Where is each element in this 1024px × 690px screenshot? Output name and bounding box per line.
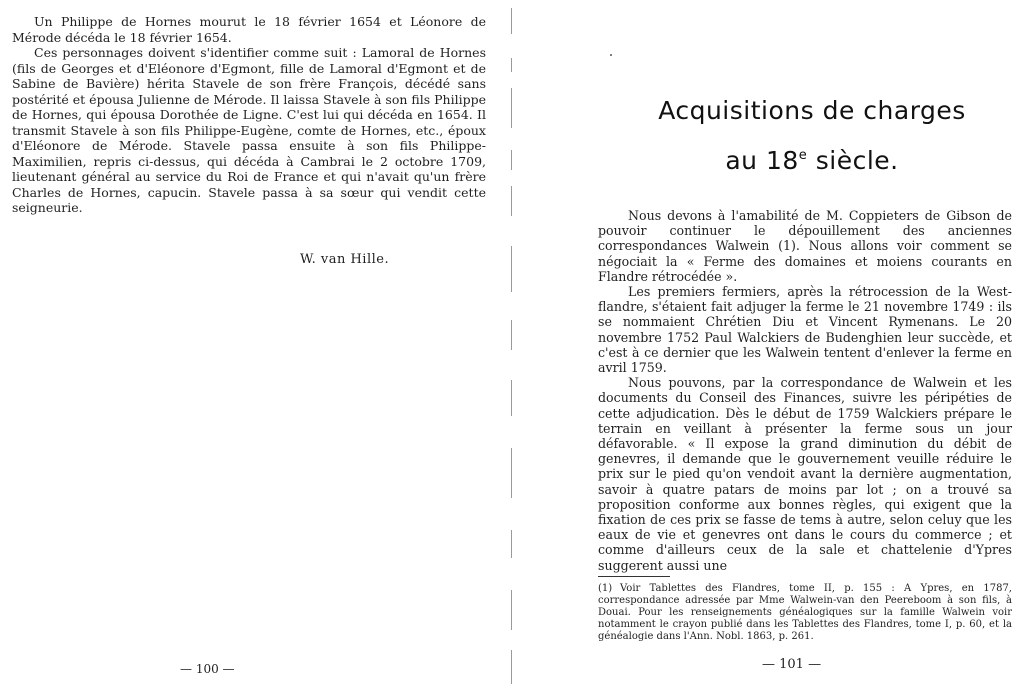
footnote-rule [598, 576, 670, 577]
left-paragraph-2: Ces personnages doivent s'identifier comme suit : Lamoral de Hornes (fils de Georges et d'Eléonore d'Egmont, fille de Lamoral d'Egmont et de Sabine de Bavière) hérita Stavele de son frère François, décédé sans postérité et épousa Julienne de Mérode. Il laissa Stavele à son fils Philippe de Hornes, qui épousa Dorothée de Ligne. C'est lui qui décéda en 1654. Il transmit Stavele à son fils Philippe-Eugène, comte de Hornes, etc., époux d'Eléonore de Mérode. Stavele passa ensuite à son fils Philippe-Maximilien, repris ci-dessus, qui décéda à Cambrai le 2 octobre 1709, lieutenant général au service du Roi de France et qui n'avait qu'un frère Charles de Hornes, capucin. Stavele passa à sa sœur qui vendit cette seigneurie. [12, 45, 486, 215]
left-paragraph-1: Un Philippe de Hornes mourut le 18 février 1654 et Léonore de Mérode décéda le 18 février 1654. [12, 14, 486, 45]
title-superscript: e [798, 148, 808, 163]
left-page-text [12, 14, 486, 216]
speck [610, 54, 612, 56]
left-page [0, 0, 500, 690]
body-paragraph-3: Nous pouvons, par la correspondance de Walwein et les documents du Conseil des Finances, suivre les péripéties de cette adjudication. Dès le début de 1759 Walckiers prépare le terrain en veillant à présenter la ferme sous un jour défavorable. « Il expose la grand diminution du débit de genevres, il demande que le gouvernement veuille réduire le prix sur le pied qu'on vendoit avant la dernière augmentation, savoir à quatre patars de moins par lot ; on a trouvé sa proposition conforme aux bonnes règles, qui exigent que la fixation de ces prix se fasse de tems à autre, selon celuy que les eaux de vie et genevres ont dans le cours du commerce ; et comme d'ailleurs ceux de la sale et chattelenie d'Ypres suggerent aussi une [598, 375, 1012, 573]
author-signature: W. van Hille. [300, 252, 390, 267]
body-paragraph-2: Les premiers fermiers, après la rétrocession de la West-flandre, s'étaient fait adjuger la ferme le 21 novembre 1749 : ils se nommaient Chrétien Diu et Vincent Rymenans. Le 20 novembre 1752 Paul Walckiers de Budenghien leur succède, et c'est à ce dernier que les Walwein tentent d'enlever la ferme en avril 1759. [598, 284, 1012, 376]
title-line-2-prefix: au 18 [725, 146, 799, 175]
article-body [598, 208, 1012, 573]
footnote-text: Voir Tablettes des Flandres, tome II, p. 155 : A Ypres, en 1787, correspondance adressée par Mme Walwein-van den Peereboom à son fils, à Douai. Pour les renseignements généalogiques sur la famille Walwein voir notamment le crayon publié dans les Tablettes des Flandres, tome I, p. 60, et la généalogie dans l'Ann. Nobl. 1863, p. 261. [598, 583, 1012, 642]
footnote-mark: (1) [598, 583, 613, 594]
title-line-2-suffix: siècle. [807, 146, 899, 175]
right-page [512, 0, 1024, 690]
article-title-line-1: Acquisitions de charges [658, 96, 966, 125]
body-paragraph-1: Nous devons à l'amabilité de M. Coppieters de Gibson de pouvoir continuer le dépouillement des anciennes correspondances Walwein (1). Nous allons voir comment se négociait la « Ferme des domaines et moiens courants en Flandre rétrocédée ». [598, 208, 1012, 284]
page-number-left: — 100 — [180, 662, 235, 676]
page-number-right: — 101 — [762, 657, 822, 672]
article-title-line-2 [612, 146, 1012, 175]
footnote [598, 583, 1012, 643]
